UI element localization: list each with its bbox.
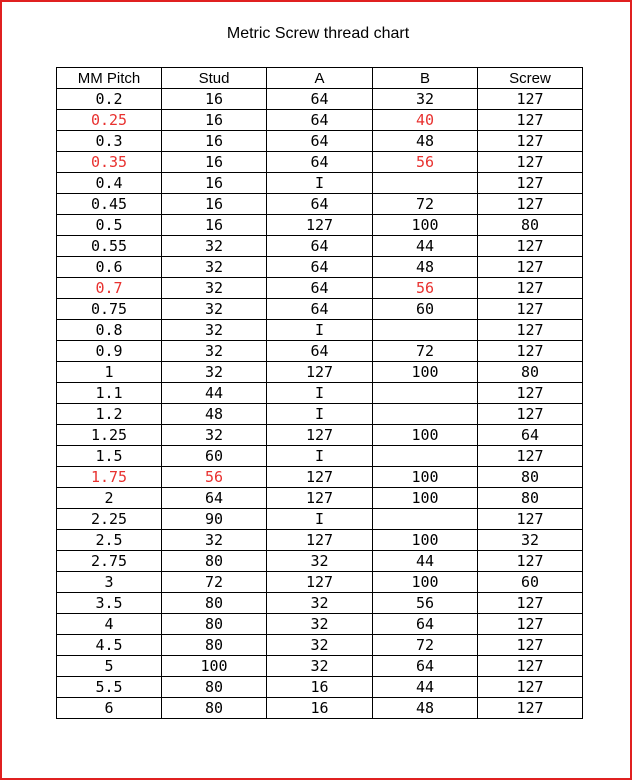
cell-a: 32 (267, 593, 373, 614)
cell-screw: 127 (478, 551, 583, 572)
cell-stud: 80 (162, 677, 267, 698)
table-row (57, 362, 583, 383)
table-row (57, 446, 583, 467)
table-row (57, 698, 583, 719)
cell-mm-pitch: 1 (57, 362, 162, 383)
cell-mm-pitch: 0.4 (57, 173, 162, 194)
cell-b: 40 (373, 110, 478, 131)
cell-screw: 127 (478, 677, 583, 698)
cell-mm-pitch: 1.5 (57, 446, 162, 467)
cell-mm-pitch: 0.25 (57, 110, 162, 131)
cell-a: 16 (267, 698, 373, 719)
thread-chart-table (56, 67, 583, 719)
cell-screw: 64 (478, 425, 583, 446)
cell-screw: 127 (478, 257, 583, 278)
cell-stud: 80 (162, 551, 267, 572)
cell-screw: 127 (478, 278, 583, 299)
cell-b: 48 (373, 131, 478, 152)
cell-mm-pitch: 4.5 (57, 635, 162, 656)
cell-mm-pitch: 0.2 (57, 89, 162, 110)
cell-screw: 127 (478, 152, 583, 173)
cell-stud: 32 (162, 236, 267, 257)
cell-b: 72 (373, 341, 478, 362)
table-row (57, 257, 583, 278)
column-header-b: B (373, 68, 478, 89)
cell-mm-pitch: 1.2 (57, 404, 162, 425)
cell-b: 48 (373, 257, 478, 278)
column-header-a: A (267, 68, 373, 89)
cell-a: 127 (267, 488, 373, 509)
cell-a: 64 (267, 131, 373, 152)
cell-mm-pitch: 1.25 (57, 425, 162, 446)
cell-b: 32 (373, 89, 478, 110)
cell-a: 127 (267, 572, 373, 593)
cell-stud: 32 (162, 320, 267, 341)
cell-a: I (267, 320, 373, 341)
column-header-stud: Stud (162, 68, 267, 89)
cell-stud: 32 (162, 341, 267, 362)
cell-stud: 16 (162, 173, 267, 194)
cell-mm-pitch: 2.5 (57, 530, 162, 551)
cell-screw: 127 (478, 614, 583, 635)
cell-a: 16 (267, 677, 373, 698)
cell-a: 64 (267, 89, 373, 110)
cell-stud: 80 (162, 614, 267, 635)
cell-b: 64 (373, 656, 478, 677)
cell-screw: 127 (478, 698, 583, 719)
table-row (57, 530, 583, 551)
cell-a: 127 (267, 362, 373, 383)
cell-stud: 32 (162, 257, 267, 278)
cell-mm-pitch: 5 (57, 656, 162, 677)
cell-b: 56 (373, 278, 478, 299)
cell-screw: 127 (478, 446, 583, 467)
table-row (57, 656, 583, 677)
cell-mm-pitch: 0.6 (57, 257, 162, 278)
cell-a: 64 (267, 152, 373, 173)
cell-screw: 127 (478, 635, 583, 656)
cell-mm-pitch: 2.25 (57, 509, 162, 530)
cell-b: 100 (373, 530, 478, 551)
cell-b: 64 (373, 614, 478, 635)
header-row (57, 68, 583, 89)
cell-b: 100 (373, 467, 478, 488)
chart-title: Metric Screw thread chart (226, 25, 410, 42)
table-row (57, 152, 583, 173)
table-row (57, 215, 583, 236)
cell-mm-pitch: 5.5 (57, 677, 162, 698)
cell-stud: 16 (162, 194, 267, 215)
table-row (57, 425, 583, 446)
cell-a: 127 (267, 467, 373, 488)
cell-b: 72 (373, 194, 478, 215)
cell-screw: 127 (478, 299, 583, 320)
cell-stud: 64 (162, 488, 267, 509)
cell-stud: 16 (162, 152, 267, 173)
cell-mm-pitch: 3.5 (57, 593, 162, 614)
cell-mm-pitch: 1.1 (57, 383, 162, 404)
cell-b (373, 404, 478, 425)
cell-b (373, 320, 478, 341)
cell-mm-pitch: 0.5 (57, 215, 162, 236)
cell-screw: 32 (478, 530, 583, 551)
cell-a: I (267, 446, 373, 467)
cell-stud: 32 (162, 530, 267, 551)
cell-screw: 80 (478, 215, 583, 236)
cell-screw: 80 (478, 467, 583, 488)
cell-stud: 60 (162, 446, 267, 467)
cell-b: 48 (373, 698, 478, 719)
table-row (57, 89, 583, 110)
cell-screw: 127 (478, 110, 583, 131)
cell-stud: 16 (162, 110, 267, 131)
cell-mm-pitch: 0.9 (57, 341, 162, 362)
cell-screw: 127 (478, 383, 583, 404)
cell-a: 64 (267, 341, 373, 362)
table-row (57, 635, 583, 656)
cell-mm-pitch: 0.3 (57, 131, 162, 152)
cell-a: 127 (267, 215, 373, 236)
table-row (57, 404, 583, 425)
table-body (57, 89, 583, 719)
cell-stud: 44 (162, 383, 267, 404)
cell-b: 100 (373, 425, 478, 446)
table-row (57, 467, 583, 488)
cell-screw: 60 (478, 572, 583, 593)
cell-mm-pitch: 0.45 (57, 194, 162, 215)
cell-screw: 80 (478, 488, 583, 509)
cell-a: 64 (267, 110, 373, 131)
cell-screw: 127 (478, 320, 583, 341)
table-row (57, 341, 583, 362)
cell-screw: 127 (478, 509, 583, 530)
table-row (57, 614, 583, 635)
cell-stud: 80 (162, 698, 267, 719)
cell-a: 32 (267, 551, 373, 572)
cell-stud: 80 (162, 593, 267, 614)
cell-a: I (267, 509, 373, 530)
cell-a: 32 (267, 614, 373, 635)
cell-b: 60 (373, 299, 478, 320)
cell-stud: 32 (162, 299, 267, 320)
cell-mm-pitch: 0.7 (57, 278, 162, 299)
cell-b: 44 (373, 236, 478, 257)
table-row (57, 278, 583, 299)
cell-b: 44 (373, 677, 478, 698)
cell-stud: 32 (162, 362, 267, 383)
cell-b: 56 (373, 152, 478, 173)
cell-a: 64 (267, 278, 373, 299)
table-row (57, 110, 583, 131)
cell-mm-pitch: 0.55 (57, 236, 162, 257)
cell-screw: 127 (478, 131, 583, 152)
cell-stud: 16 (162, 131, 267, 152)
cell-screw: 127 (478, 194, 583, 215)
cell-b: 44 (373, 551, 478, 572)
cell-a: I (267, 404, 373, 425)
table-row (57, 299, 583, 320)
table-row (57, 677, 583, 698)
cell-mm-pitch: 1.75 (57, 467, 162, 488)
cell-stud: 16 (162, 89, 267, 110)
table-row (57, 572, 583, 593)
cell-b: 100 (373, 488, 478, 509)
cell-stud: 32 (162, 278, 267, 299)
cell-b (373, 509, 478, 530)
table-row (57, 593, 583, 614)
cell-b (373, 173, 478, 194)
table-row (57, 509, 583, 530)
cell-screw: 127 (478, 173, 583, 194)
cell-a: 64 (267, 194, 373, 215)
table-row (57, 320, 583, 341)
cell-screw: 80 (478, 362, 583, 383)
table-row (57, 236, 583, 257)
cell-stud: 32 (162, 425, 267, 446)
cell-a: 64 (267, 257, 373, 278)
cell-b (373, 383, 478, 404)
table-row (57, 383, 583, 404)
cell-mm-pitch: 6 (57, 698, 162, 719)
table-row (57, 131, 583, 152)
cell-mm-pitch: 3 (57, 572, 162, 593)
table-row (57, 551, 583, 572)
cell-mm-pitch: 0.75 (57, 299, 162, 320)
cell-screw: 127 (478, 89, 583, 110)
cell-stud: 16 (162, 215, 267, 236)
table-row (57, 194, 583, 215)
cell-b: 100 (373, 215, 478, 236)
cell-a: 64 (267, 236, 373, 257)
cell-a: 127 (267, 530, 373, 551)
cell-a: 64 (267, 299, 373, 320)
cell-screw: 127 (478, 236, 583, 257)
cell-b: 100 (373, 572, 478, 593)
cell-screw: 127 (478, 404, 583, 425)
cell-stud: 48 (162, 404, 267, 425)
cell-b (373, 446, 478, 467)
cell-stud: 90 (162, 509, 267, 530)
cell-stud: 100 (162, 656, 267, 677)
cell-stud: 72 (162, 572, 267, 593)
column-header-mm-pitch: MM Pitch (57, 68, 162, 89)
cell-a: 127 (267, 425, 373, 446)
cell-screw: 127 (478, 656, 583, 677)
cell-stud: 56 (162, 467, 267, 488)
cell-stud: 80 (162, 635, 267, 656)
cell-mm-pitch: 0.35 (57, 152, 162, 173)
cell-a: I (267, 383, 373, 404)
cell-a: 32 (267, 656, 373, 677)
cell-b: 100 (373, 362, 478, 383)
table-row (57, 173, 583, 194)
cell-mm-pitch: 2.75 (57, 551, 162, 572)
cell-screw: 127 (478, 341, 583, 362)
table-row (57, 488, 583, 509)
cell-mm-pitch: 4 (57, 614, 162, 635)
cell-screw: 127 (478, 593, 583, 614)
column-header-screw: Screw (478, 68, 583, 89)
cell-b: 56 (373, 593, 478, 614)
cell-b: 72 (373, 635, 478, 656)
cell-mm-pitch: 0.8 (57, 320, 162, 341)
cell-mm-pitch: 2 (57, 488, 162, 509)
cell-a: 32 (267, 635, 373, 656)
cell-a: I (267, 173, 373, 194)
